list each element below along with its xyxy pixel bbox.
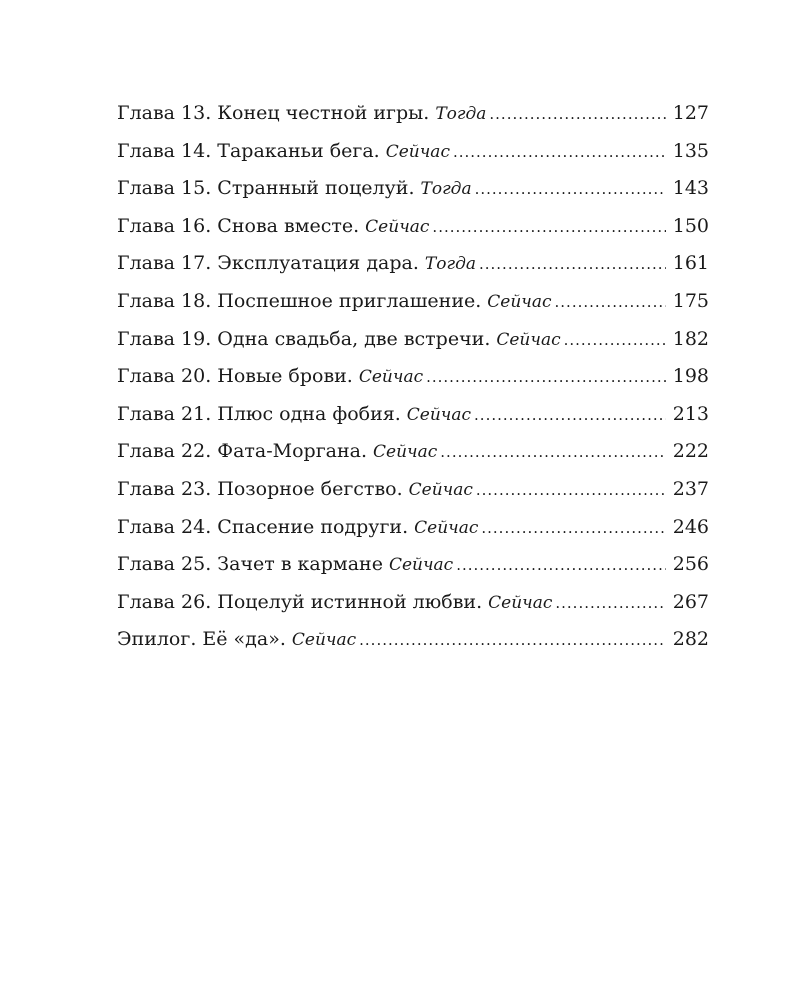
toc-entry-chapter-19 [117, 325, 709, 363]
entry-time-tag: Тогда [420, 179, 472, 200]
toc-entry-chapter-25 [117, 550, 709, 588]
entry-page-number: 150 [672, 214, 709, 237]
toc-entry-chapter-26 [117, 588, 709, 626]
dot-leader [453, 138, 666, 166]
entry-page-number: 143 [672, 177, 709, 200]
dot-leader [440, 438, 666, 466]
entry-page-number: 246 [672, 515, 709, 538]
entry-title: Эпилог. Её «да». [117, 628, 286, 651]
entry-time-tag: Тогда [424, 254, 476, 275]
dot-leader [476, 476, 666, 504]
entry-title: Глава 21. Плюс одна фобия. [117, 402, 401, 425]
entry-title: Глава 22. Фата-Моргана. [117, 440, 368, 463]
dot-leader [426, 363, 666, 391]
dot-leader [564, 326, 666, 354]
dot-leader [481, 514, 666, 542]
toc-entry-chapter-20 [117, 362, 709, 400]
entry-page-number: 267 [672, 590, 709, 613]
entry-title: Глава 17. Эксплуатация дара. [117, 252, 419, 275]
toc-entry-chapter-15 [117, 174, 709, 212]
entry-time-tag: Сейчас [385, 141, 450, 162]
toc-entry-chapter-21 [117, 400, 709, 438]
entry-page-number: 161 [672, 252, 709, 275]
entry-page-number: 135 [672, 139, 709, 162]
toc-entry-chapter-13 [117, 99, 709, 137]
entry-page-number: 237 [672, 477, 709, 500]
toc-entry-chapter-24 [117, 513, 709, 551]
toc-entry-epilogue [117, 625, 709, 663]
entry-title: Глава 24. Спасение подруги. [117, 515, 409, 538]
dot-leader [479, 250, 666, 278]
entry-title: Глава 13. Конец честной игры. [117, 102, 430, 124]
toc-entry-chapter-23 [117, 475, 709, 513]
entry-title: Глава 16. Снова вместе. [117, 214, 360, 237]
entry-title: Глава 18. Поспешное приглашение. [117, 289, 482, 312]
entry-page-number: 222 [672, 440, 709, 463]
toc-entry-chapter-22 [117, 437, 709, 475]
entry-page-number: 198 [672, 365, 709, 388]
toc-entry-chapter-14 [117, 137, 709, 175]
entry-time-tag: Сейчас [388, 555, 454, 576]
entry-time-tag: Сейчас [488, 592, 553, 613]
entry-title: Глава 23. Позорное бегство. [117, 477, 403, 500]
entry-time-tag: Сейчас [365, 216, 430, 237]
entry-page-number: 256 [672, 553, 709, 576]
dot-leader [475, 175, 666, 203]
entry-time-tag: Сейчас [291, 630, 357, 651]
entry-title: Глава 15. Странный поцелуй. [117, 177, 415, 200]
dot-leader [474, 401, 666, 429]
entry-page-number: 127 [672, 102, 709, 124]
entry-time-tag: Сейчас [358, 367, 424, 388]
toc-entry-chapter-17 [117, 249, 709, 287]
dot-leader [432, 213, 666, 241]
entry-title: Глава 26. Поцелуй истинной любви. [117, 590, 483, 613]
entry-page-number: 282 [672, 628, 709, 651]
dot-leader [555, 288, 666, 316]
entry-title: Глава 20. Новые брови. [117, 365, 353, 388]
entry-time-tag: Сейчас [406, 404, 472, 425]
table-of-contents [117, 99, 709, 663]
entry-time-tag: Сейчас [373, 442, 438, 463]
dot-leader [489, 100, 666, 128]
entry-time-tag: Тогда [435, 104, 487, 124]
entry-time-tag: Сейчас [414, 517, 479, 538]
entry-title: Глава 14. Тараканьи бега. [117, 139, 380, 162]
entry-page-number: 175 [672, 289, 709, 312]
toc-entry-chapter-18 [117, 287, 709, 325]
entry-page-number: 213 [672, 402, 709, 425]
toc-entry-chapter-16 [117, 212, 709, 250]
entry-time-tag: Сейчас [496, 329, 561, 350]
entry-title: Глава 19. Одна свадьба, две встречи. [117, 327, 491, 350]
entry-page-number: 182 [672, 327, 709, 350]
dot-leader [555, 589, 666, 617]
entry-time-tag: Сейчас [408, 479, 473, 500]
entry-title: Глава 25. Зачет в кармане [117, 553, 383, 576]
dot-leader [359, 626, 666, 654]
entry-time-tag: Сейчас [487, 291, 552, 312]
dot-leader [456, 551, 666, 579]
